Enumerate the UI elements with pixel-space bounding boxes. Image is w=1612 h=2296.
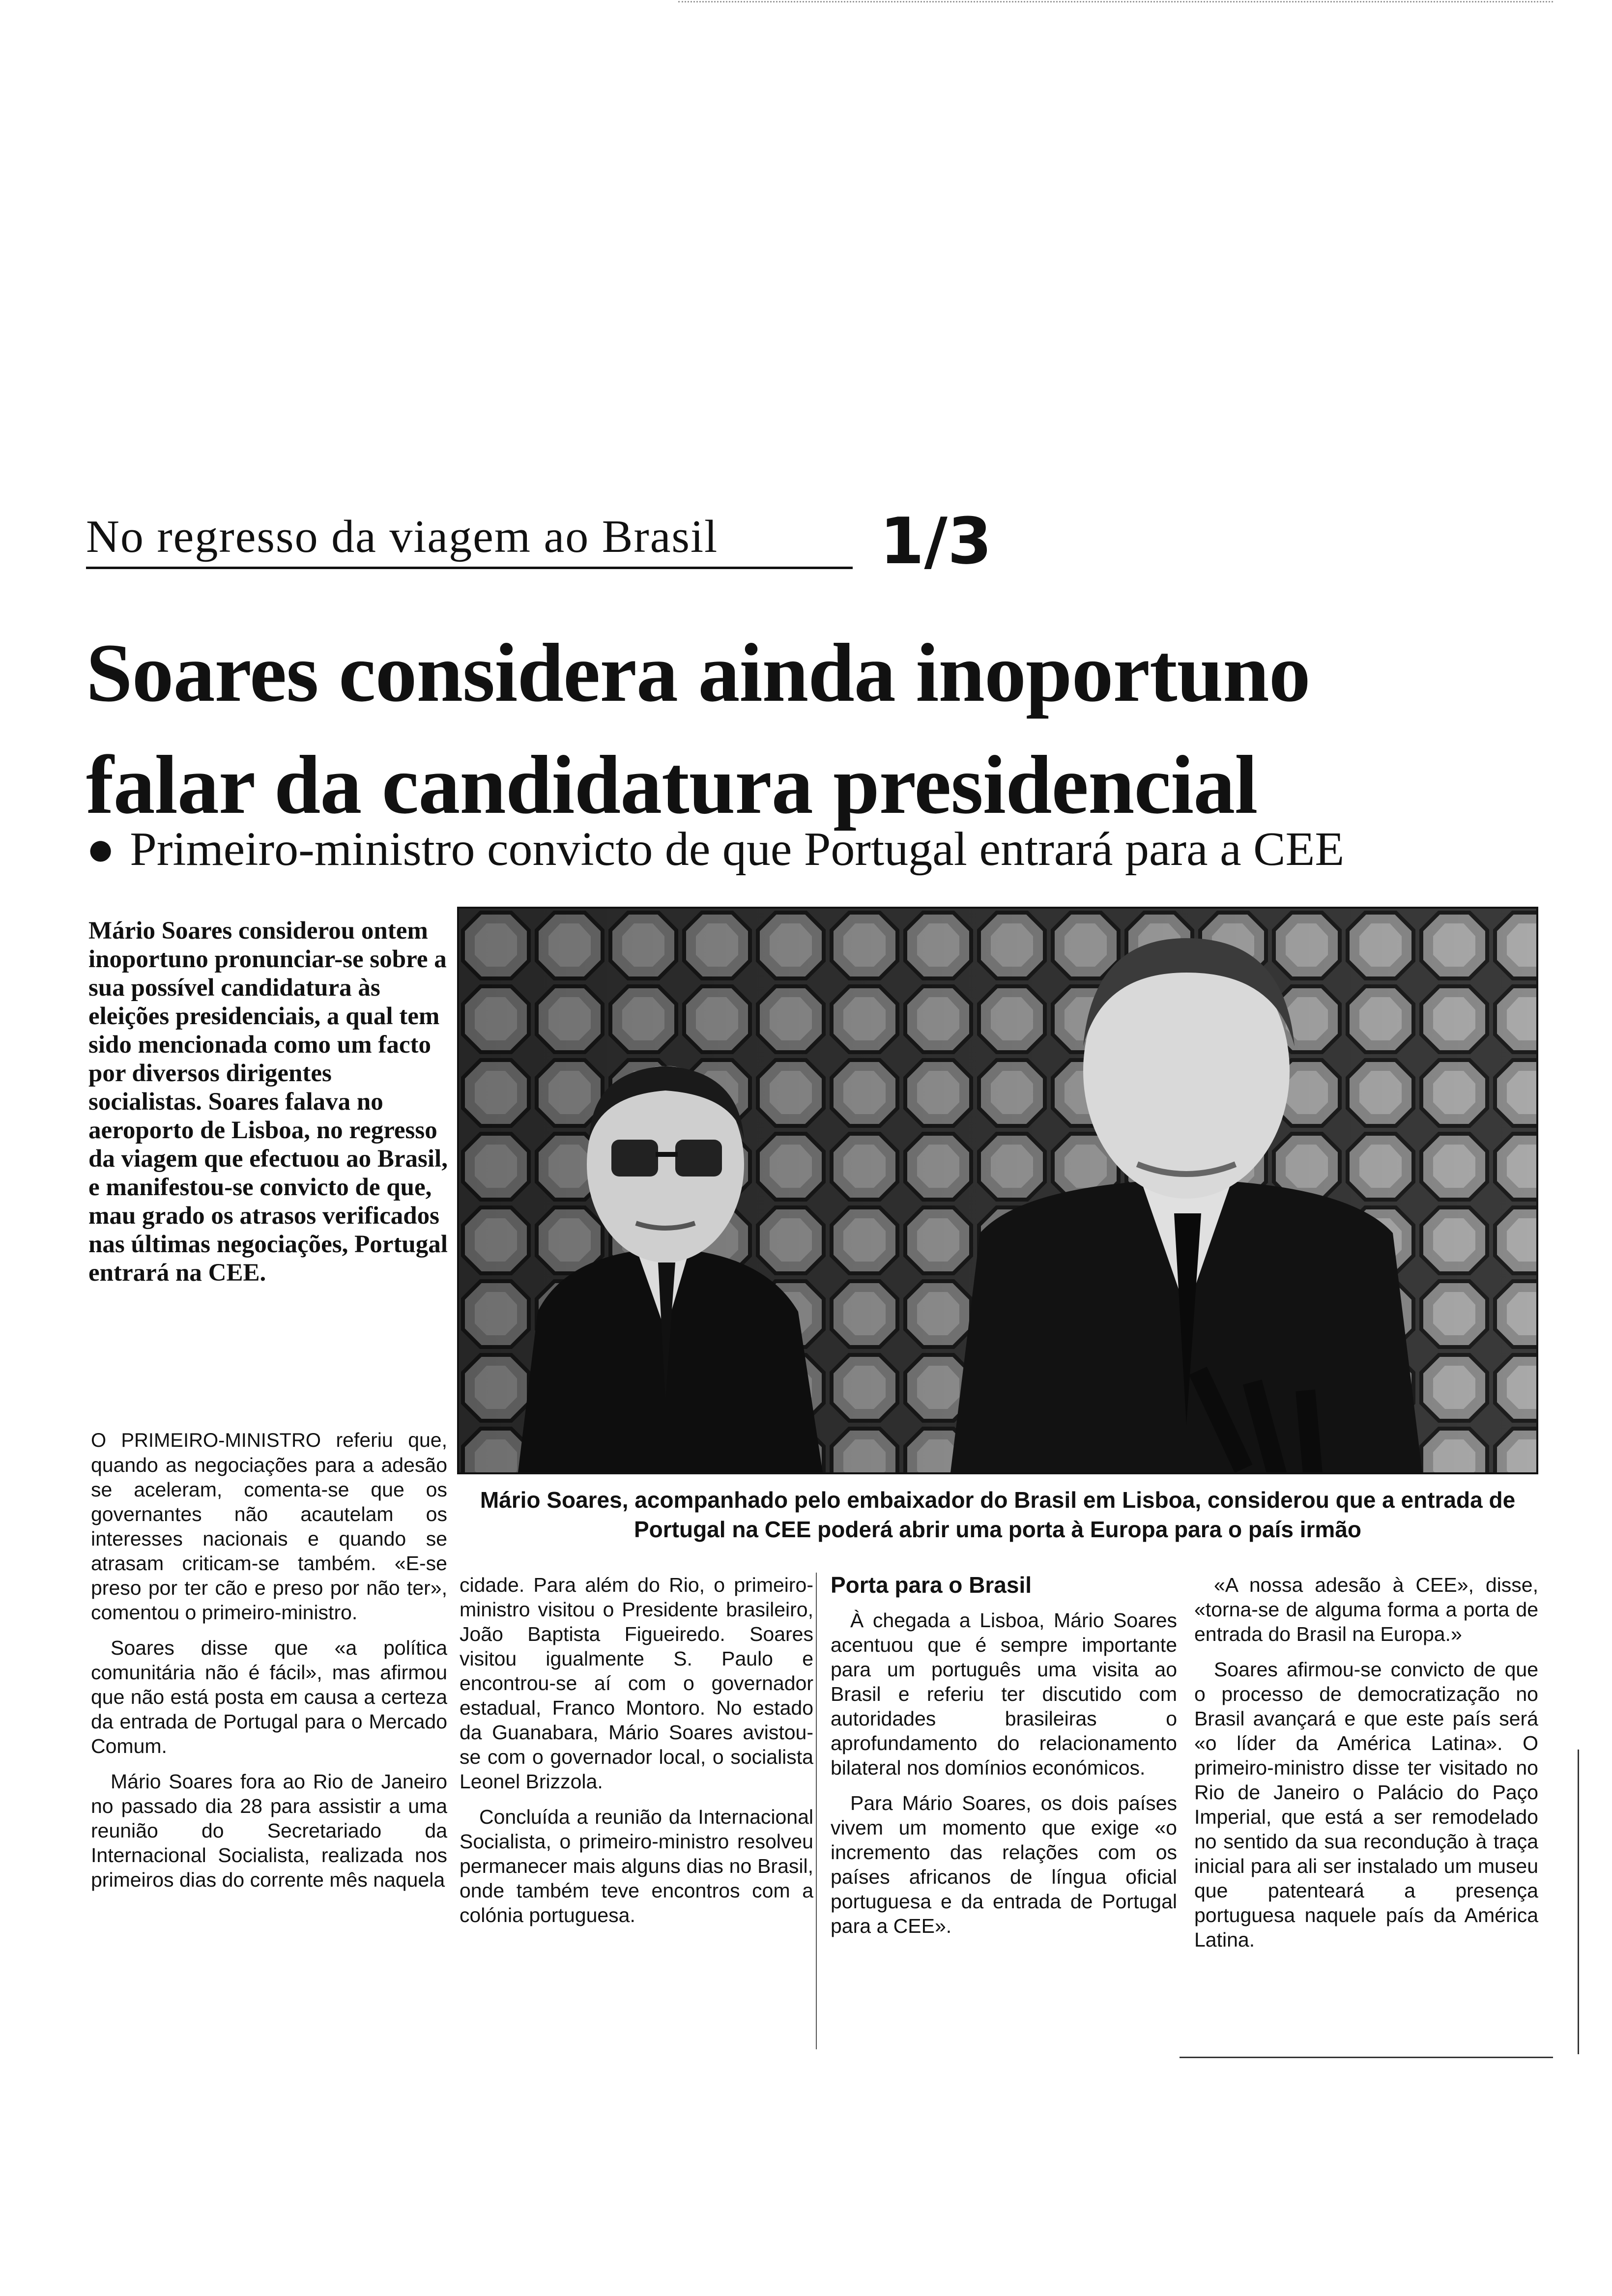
headline — [86, 617, 1555, 841]
body-column-3 — [831, 1573, 1177, 1949]
subhead-text: Primeiro-ministro convicto de que Portugal entrará para a CEE — [130, 823, 1345, 876]
column-divider — [816, 1573, 817, 2049]
section-title: Porta para o Brasil — [831, 1572, 1032, 1598]
headline-line-2: falar da candidatura presidencial — [86, 739, 1258, 831]
body-column-4 — [1194, 1573, 1538, 1963]
photo-caption: Mário Soares, acompanhado pelo embaixador do Brasil em Lisboa, considerou que a entrada de Portugal na CEE poderá abrir uma porta à Europa para o país irmão — [480, 1487, 1516, 1542]
lead-paragraph: Mário Soares considerou ontem inoportuno pronunciar-se sobre a sua possível candidatura às eleições presidenciais, a qual tem sido mencionada como um facto por diversos dirigentes socialistas. Soares falava no aeroporto de Lisboa, no regresso da viagem que efectuou ao Brasil, e manifestou-se convicto de que, mau grado os atrasos verificados nas últimas negociações, Portugal entrará na CEE. — [88, 917, 448, 1287]
paragraph-text: referiu que, quando as negociações para a adesão se aceleram, comenta-se que os governantes não acautelam os interesses nacionais e quando se atrasam criticam-se também. «E-se preso por ter cão e preso por não ter», comentou o primeiro-ministro. — [91, 1429, 448, 1624]
paragraph: Soares afirmou-se convicto de que o processo de democratização no Brasil avançará e que este país será «o líder da América Latina». O primeiro-ministro disse ter visitado no Rio de Janeiro o Palácio do Paço Imperial, que está a ser remodelado no sentido da sua recondução à traça inicial para ali ser instalado um museu que patenteará a presença portuguesa naquele país da América Latina. — [1194, 1658, 1538, 1951]
bottom-rule — [1180, 2057, 1553, 2058]
opening-caps: O PRIMEIRO-MINISTRO — [91, 1430, 321, 1451]
paragraph: cidade. Para além do Rio, o primeiro-ministro visitou o Presidente brasileiro, João Baptista Figueiredo. Soares visitou igualmente S. Paulo e encontrou-se aí com o governador estadual, Franco Montoro. No estado da Guanabara, Mário Soares avistou-se com o governador local, o socialista Leonel Brizzola. — [460, 1574, 813, 1793]
headline-line-1: Soares considera ainda inoportuno — [86, 627, 1310, 719]
bullet-icon: ● — [86, 823, 115, 876]
kicker: No regresso da viagem ao Brasil — [86, 514, 853, 569]
paragraph: Soares disse que «a política comunitária não é fácil», mas afirmou que não está posta em causa a certeza da entrada de Portugal para o Mercado Comum. — [91, 1636, 447, 1757]
scan-top-edge — [678, 1, 1553, 4]
body-column-1 — [91, 1428, 447, 1903]
subhead — [86, 823, 1555, 876]
body-column-2 — [460, 1573, 813, 1938]
right-rule — [1578, 1750, 1579, 2054]
paragraph: Mário Soares fora ao Rio de Janeiro no passado dia 28 para assistir a uma reunião do Secretariado da Internacional Socialista, realizada nos primeiros dias do corrente mês naquela — [91, 1770, 447, 1891]
paragraph — [91, 1428, 447, 1625]
paragraph: Concluída a reunião da Internacional Socialista, o primeiro-ministro resolveu permanecer mais alguns dias no Brasil, onde também teve encontros com a colónia portuguesa. — [460, 1806, 813, 1926]
paragraph: Para Mário Soares, os dois países vivem um momento que exige «o incremento das relações com os países africanos de língua oficial portuguesa e da entrada de Portugal para a CEE». — [831, 1792, 1177, 1937]
handwritten-mark: 1/3 — [880, 504, 992, 578]
news-photo — [457, 907, 1538, 1474]
paragraph: «A nossa adesão à CEE», disse, «torna-se de alguma forma a porta de entrada do Brasil na Europa.» — [1194, 1574, 1538, 1645]
paragraph: À chegada a Lisboa, Mário Soares acentuou que é sempre importante para um português uma visita ao Brasil e referiu ter discutido com autoridades brasileiras o aprofundamento do relacionamento bilateral nos domínios económicos. — [831, 1609, 1177, 1779]
